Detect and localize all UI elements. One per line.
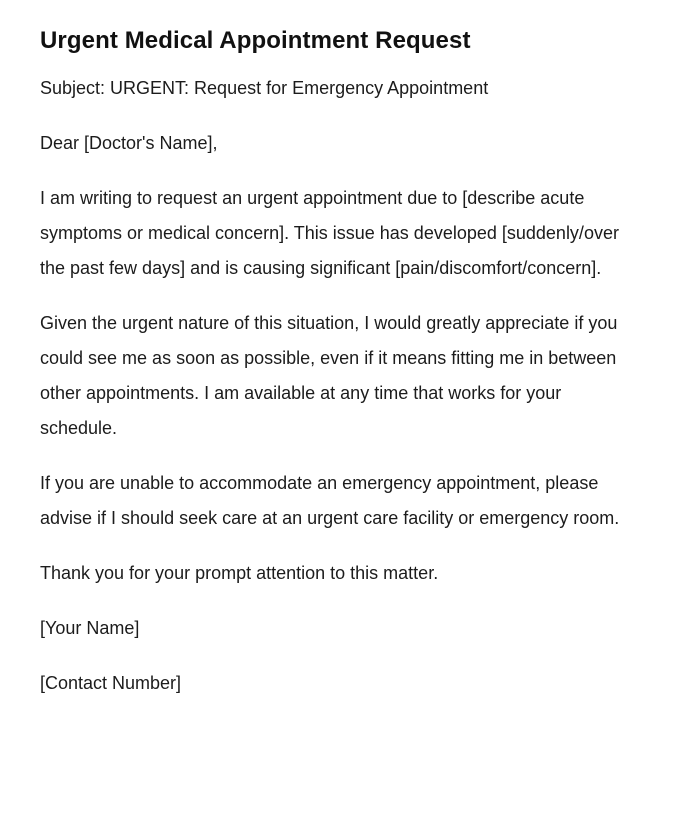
body-paragraph-2: Given the urgent nature of this situation, I would greatly appreciate if you could see me as soon as possible, even if it means fitting me in between other appointments. I am available at any time that works for your schedule. xyxy=(40,313,618,438)
signature-name: [Your Name] xyxy=(40,618,140,638)
subject-line: Subject: URGENT: Request for Emergency Appointment xyxy=(40,78,489,98)
body-paragraph-1: I am writing to request an urgent appointment due to [describe acute symptoms or medical concern]. This issue has developed [suddenly/over the past few days] and is causing significant [pain/discomfort/concern]. xyxy=(40,188,619,278)
body-paragraph-3: If you are unable to accommodate an emergency appointment, please advise if I should seek care at an urgent care facility or emergency room. xyxy=(40,473,620,528)
signature-contact: [Contact Number] xyxy=(40,673,182,693)
page-title: Urgent Medical Appointment Request xyxy=(40,27,471,54)
closing-line: Thank you for your prompt attention to this matter. xyxy=(40,563,439,583)
salutation: Dear [Doctor's Name], xyxy=(40,133,218,153)
